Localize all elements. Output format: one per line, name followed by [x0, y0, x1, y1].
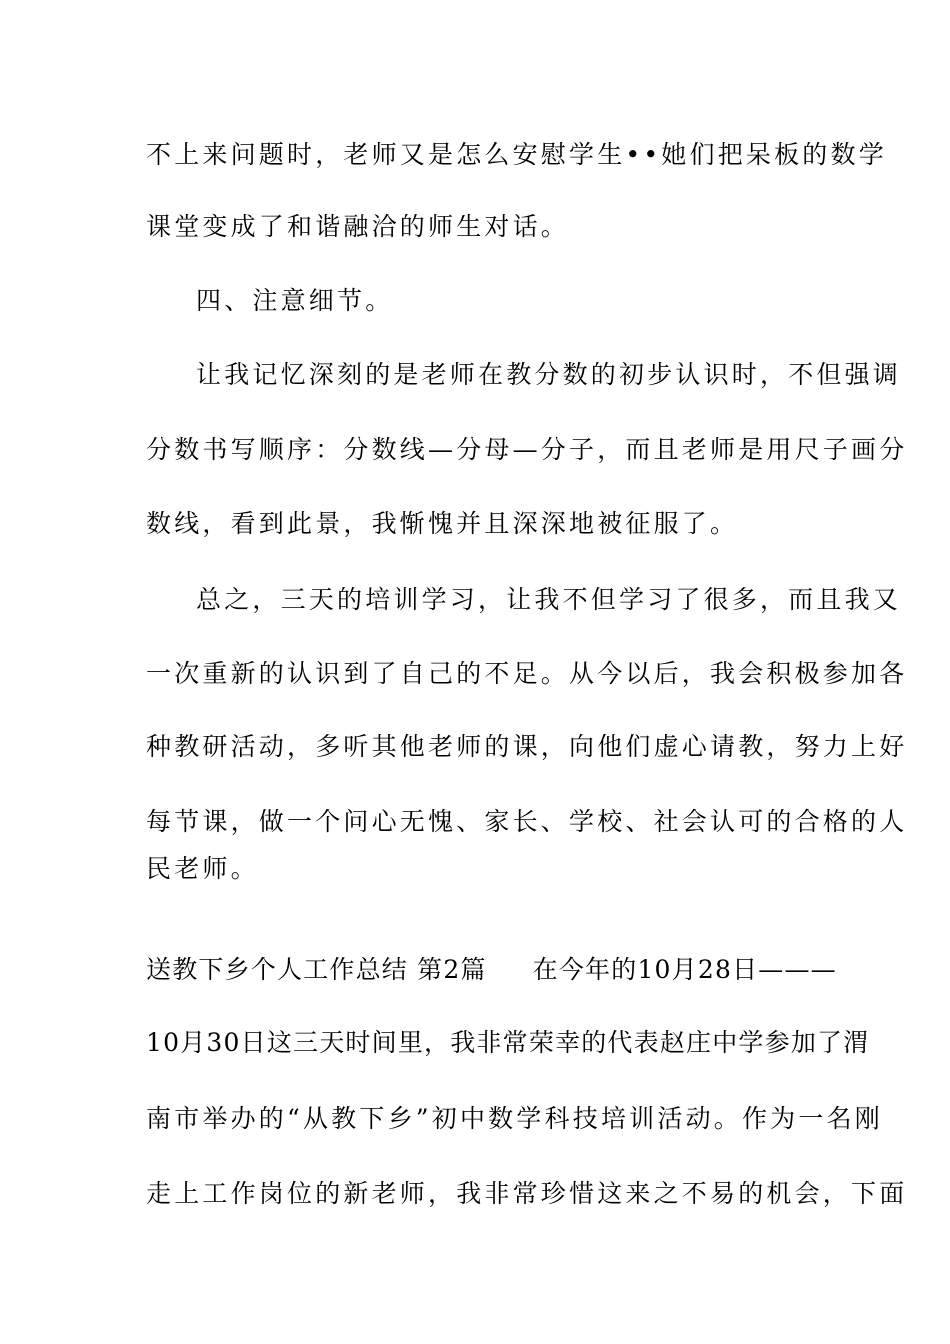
paragraph-line: 让我记忆深刻的是老师在教分数的初步认识时，不但强调: [196, 360, 902, 389]
paragraph-line: 民老师。: [146, 854, 259, 883]
section-heading-four: 四、注意细节。: [196, 286, 394, 315]
paragraph-line: 不上来问题时，老师又是怎么安慰学生••她们把呆板的数学: [146, 140, 887, 169]
section-title: 送教下乡个人工作总结 第2篇: [146, 955, 487, 984]
paragraph-line: 每节课，做一个问心无愧、家长、学校、社会认可的合格的人: [146, 807, 908, 836]
paragraph-line: 分数书写顺序：分数线—分母—分子，而且老师是用尺子画分: [146, 435, 908, 464]
section-first-text: 在今年的10月28日———: [532, 955, 837, 984]
paragraph-line: 课堂变成了和谐融洽的师生对话。: [146, 212, 570, 241]
paragraph-line: 总之，三天的培训学习，让我不但学习了很多，而且我又: [196, 585, 902, 614]
paragraph-line: 一次重新的认识到了自己的不足。从今以后，我会积极参加各: [146, 659, 908, 688]
paragraph-line: 种教研活动，多听其他老师的课，向他们虚心请教，努力上好: [146, 732, 908, 761]
paragraph-line: 南市举办的“从教下乡”初中数学科技培训活动。作为一名刚: [146, 1104, 883, 1133]
paragraph-line: 10月30日这三天时间里，我非常荣幸的代表赵庄中学参加了渭: [146, 1028, 870, 1057]
paragraph-line: 数线，看到此景，我惭愧并且深深地被征服了。: [146, 509, 739, 538]
paragraph-line: 走上工作岗位的新老师，我非常珍惜这来之不易的机会，下面: [146, 1179, 908, 1208]
section-title-line: [146, 952, 837, 988]
